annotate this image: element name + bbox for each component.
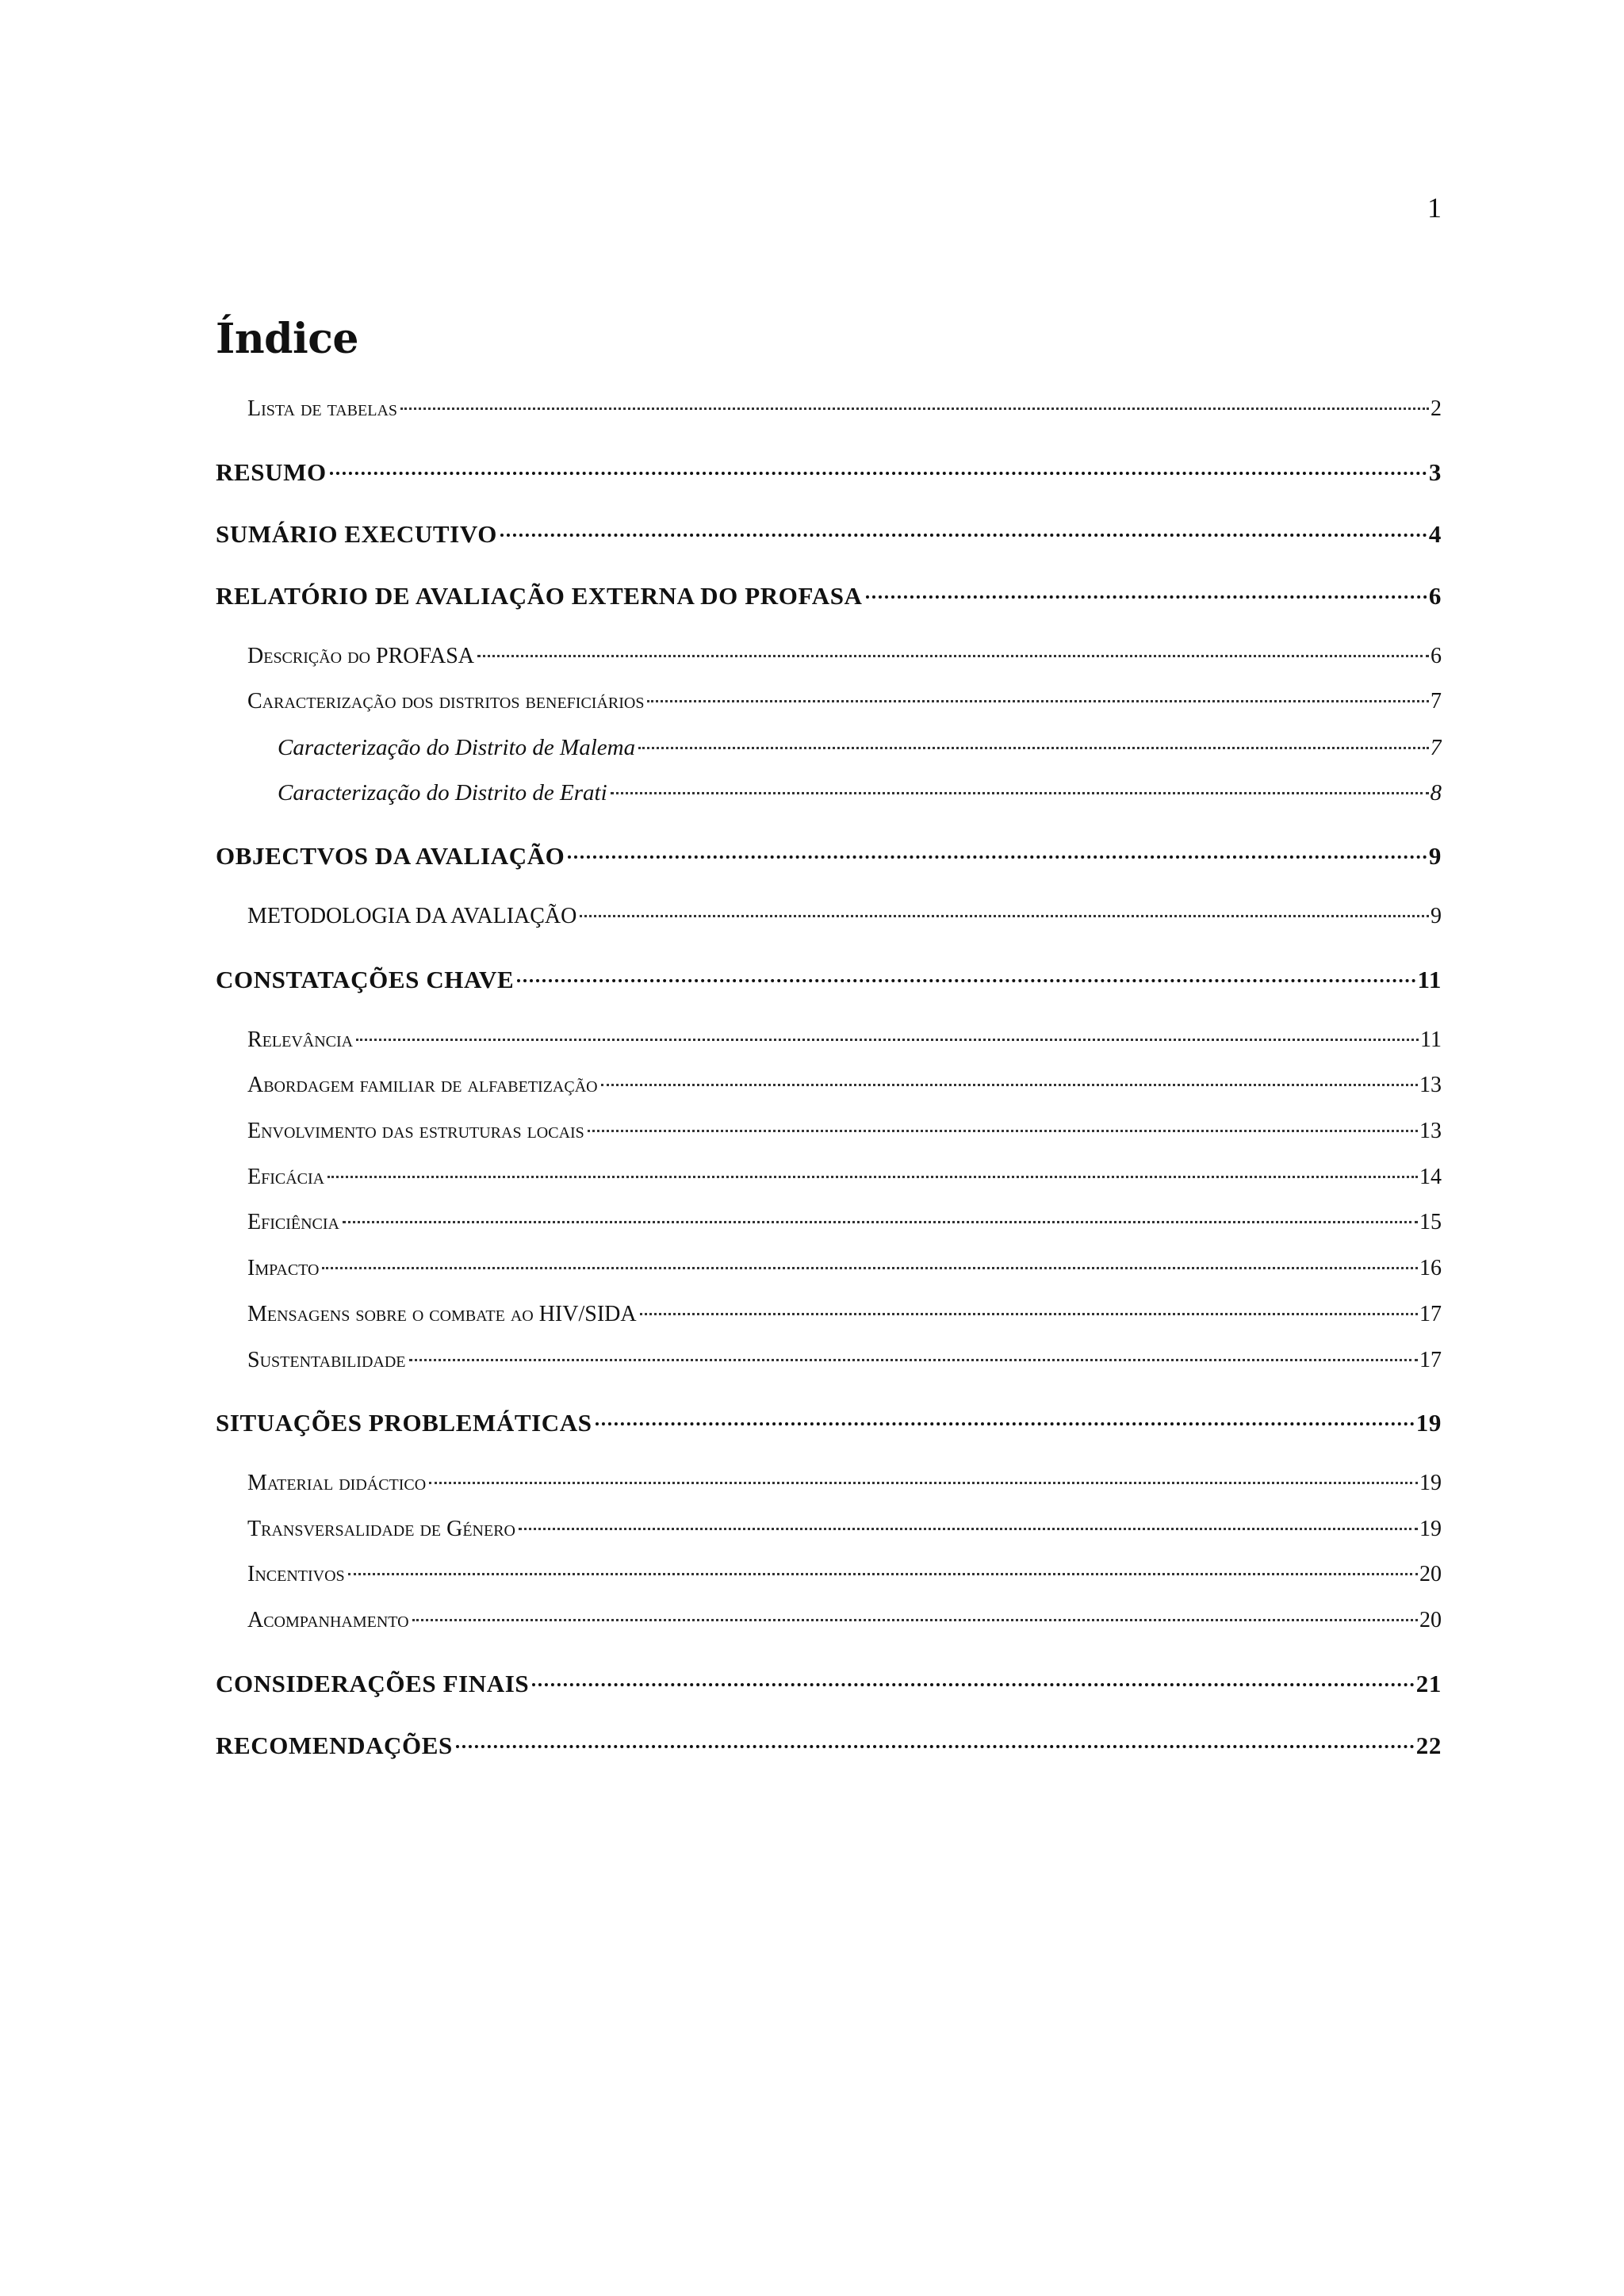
dot-leader <box>322 1267 1418 1269</box>
dot-leader <box>519 1528 1418 1530</box>
toc-entry-page: 11 <box>1417 966 1442 993</box>
toc-entry-label: Caracterização do Distrito de Malema <box>278 735 636 760</box>
dot-leader <box>517 979 1415 982</box>
toc-entry-page: 9 <box>1428 842 1442 870</box>
toc-entry-page: 13 <box>1419 1119 1442 1143</box>
dot-leader <box>638 747 1428 749</box>
toc-entry-envolvimento[interactable] <box>216 1119 1442 1154</box>
toc-entry-label: CONSIDERAÇÕES FINAIS <box>216 1670 530 1697</box>
toc-entry-distrito-erati[interactable] <box>216 780 1442 815</box>
toc-entry-transversalidade-genero[interactable] <box>216 1517 1442 1552</box>
toc-entry-consideracoes-finais[interactable] <box>216 1670 1442 1705</box>
dot-leader <box>611 792 1429 794</box>
toc-entry-label: SITUAÇÕES PROBLEMÁTICAS <box>216 1409 592 1437</box>
toc-entry-label: Envolvimento das estruturas locais <box>247 1119 584 1143</box>
toc-entry-page: 4 <box>1428 520 1442 548</box>
dot-leader <box>647 700 1429 702</box>
dot-leader <box>596 1422 1415 1425</box>
toc-entry-distrito-malema[interactable] <box>216 735 1442 770</box>
dot-leader <box>348 1573 1418 1575</box>
dot-leader <box>866 595 1427 599</box>
toc-entry-sustentabilidade[interactable] <box>216 1348 1442 1383</box>
toc-entry-situacoes-problematicas[interactable] <box>216 1409 1442 1444</box>
toc-entry-page: 6 <box>1431 644 1442 668</box>
toc-entry-label: Descrição do PROFASA <box>247 644 474 668</box>
page-title: Índice <box>216 315 358 363</box>
toc-entry-label: Acompanhamento <box>247 1608 409 1632</box>
toc-entry-label: Relevância <box>247 1027 354 1052</box>
toc-entry-resumo[interactable] <box>216 458 1442 493</box>
toc-entry-relevancia[interactable] <box>216 1027 1442 1062</box>
dot-leader <box>343 1221 1418 1223</box>
toc-entry-label: RELATÓRIO DE AVALIAÇÃO EXTERNA DO PROFASA <box>216 582 863 610</box>
toc-entry-page: 17 <box>1419 1348 1442 1372</box>
toc-entry-constatacoes-chave[interactable] <box>216 966 1442 1001</box>
toc-entry-recomendacoes[interactable] <box>216 1732 1442 1766</box>
page-number: 1 <box>1427 192 1442 224</box>
toc-entry-label: Caracterização dos distritos beneficiários <box>247 689 645 714</box>
toc-entry-descricao-profasa[interactable] <box>216 644 1442 679</box>
dot-leader <box>580 915 1429 917</box>
dot-leader <box>477 655 1429 657</box>
toc-entry-page: 15 <box>1419 1210 1442 1234</box>
toc-entry-label: CONSTATAÇÕES CHAVE <box>216 966 515 993</box>
dot-leader <box>601 1084 1418 1086</box>
toc-entry-label: Incentivos <box>247 1562 345 1586</box>
toc-entry-eficiencia[interactable] <box>216 1210 1442 1245</box>
dot-leader <box>500 534 1427 537</box>
toc-entry-page: 22 <box>1415 1732 1442 1759</box>
toc-entry-sumario-executivo[interactable] <box>216 520 1442 555</box>
toc-entry-page: 8 <box>1430 780 1442 806</box>
dot-leader <box>456 1745 1415 1748</box>
toc-entry-label: Mensagens sobre o combate ao HIV/SIDA <box>247 1302 637 1326</box>
dot-leader <box>640 1313 1418 1315</box>
toc-entry-label: Abordagem familiar de alfabetização <box>247 1073 598 1097</box>
toc-entry-material-didactico[interactable] <box>216 1471 1442 1506</box>
toc-entry-eficacia[interactable] <box>216 1165 1442 1200</box>
toc-entry-page: 13 <box>1419 1073 1442 1097</box>
toc-entry-label: SUMÁRIO EXECUTIVO <box>216 520 497 548</box>
toc-entry-page: 16 <box>1419 1256 1442 1280</box>
toc-entry-objectvos-avaliacao[interactable] <box>216 842 1442 877</box>
toc-entry-label: Sustentabilidade <box>247 1348 406 1372</box>
toc-entry-page: 3 <box>1428 458 1442 486</box>
toc-entry-label: RECOMENDAÇÕES <box>216 1732 453 1759</box>
toc-entry-lista-de-tabelas[interactable] <box>216 396 1442 431</box>
toc-entry-abordagem-familiar[interactable] <box>216 1073 1442 1108</box>
toc-entry-label: OBJECTVOS DA AVALIAÇÃO <box>216 842 565 870</box>
toc-entry-page: 6 <box>1428 582 1442 610</box>
dot-leader <box>400 408 1429 410</box>
dot-leader <box>429 1482 1418 1484</box>
dot-leader <box>327 1176 1418 1178</box>
toc-entry-page: 20 <box>1419 1608 1442 1632</box>
toc-entry-page: 7 <box>1431 689 1442 714</box>
toc-entry-page: 21 <box>1415 1670 1442 1697</box>
toc-entry-label: Eficácia <box>247 1165 325 1189</box>
toc-entry-label: Impacto <box>247 1256 320 1280</box>
toc-entry-page: 11 <box>1420 1027 1442 1052</box>
toc-entry-label: Transversalidade de Género <box>247 1517 515 1541</box>
toc-entry-label: RESUMO <box>216 458 327 486</box>
toc-entry-page: 7 <box>1430 735 1442 760</box>
toc-entry-page: 17 <box>1419 1302 1442 1326</box>
toc-entry-page: 19 <box>1419 1471 1442 1495</box>
toc-entry-impacto[interactable] <box>216 1256 1442 1291</box>
toc-entry-page: 9 <box>1431 904 1442 928</box>
toc-entry-label: Lista de tabelas <box>247 396 398 421</box>
toc-entry-page: 2 <box>1431 396 1442 421</box>
dot-leader <box>532 1683 1415 1686</box>
dot-leader <box>588 1130 1418 1132</box>
toc-entry-page: 14 <box>1419 1165 1442 1189</box>
toc-entry-label: Eficiência <box>247 1210 339 1234</box>
dot-leader <box>568 855 1427 859</box>
toc-entry-acompanhamento[interactable] <box>216 1608 1442 1643</box>
toc-entry-caracterizacao-distritos[interactable] <box>216 689 1442 724</box>
toc-entry-mensagens-hiv[interactable] <box>216 1302 1442 1337</box>
toc-entry-label: METODOLOGIA DA AVALIAÇÃO <box>247 904 577 928</box>
toc-entry-relatorio-avaliacao[interactable] <box>216 582 1442 617</box>
dot-leader <box>356 1039 1419 1041</box>
toc-entry-metodologia[interactable] <box>216 904 1442 939</box>
toc-entry-page: 20 <box>1419 1562 1442 1586</box>
dot-leader <box>330 472 1427 475</box>
toc-entry-label: Material didáctico <box>247 1471 427 1495</box>
toc-entry-incentivos[interactable] <box>216 1562 1442 1597</box>
toc-entry-page: 19 <box>1415 1409 1442 1437</box>
dot-leader <box>412 1619 1418 1621</box>
dot-leader <box>409 1359 1419 1361</box>
toc-entry-page: 19 <box>1419 1517 1442 1541</box>
toc-entry-label: Caracterização do Distrito de Erati <box>278 780 607 806</box>
